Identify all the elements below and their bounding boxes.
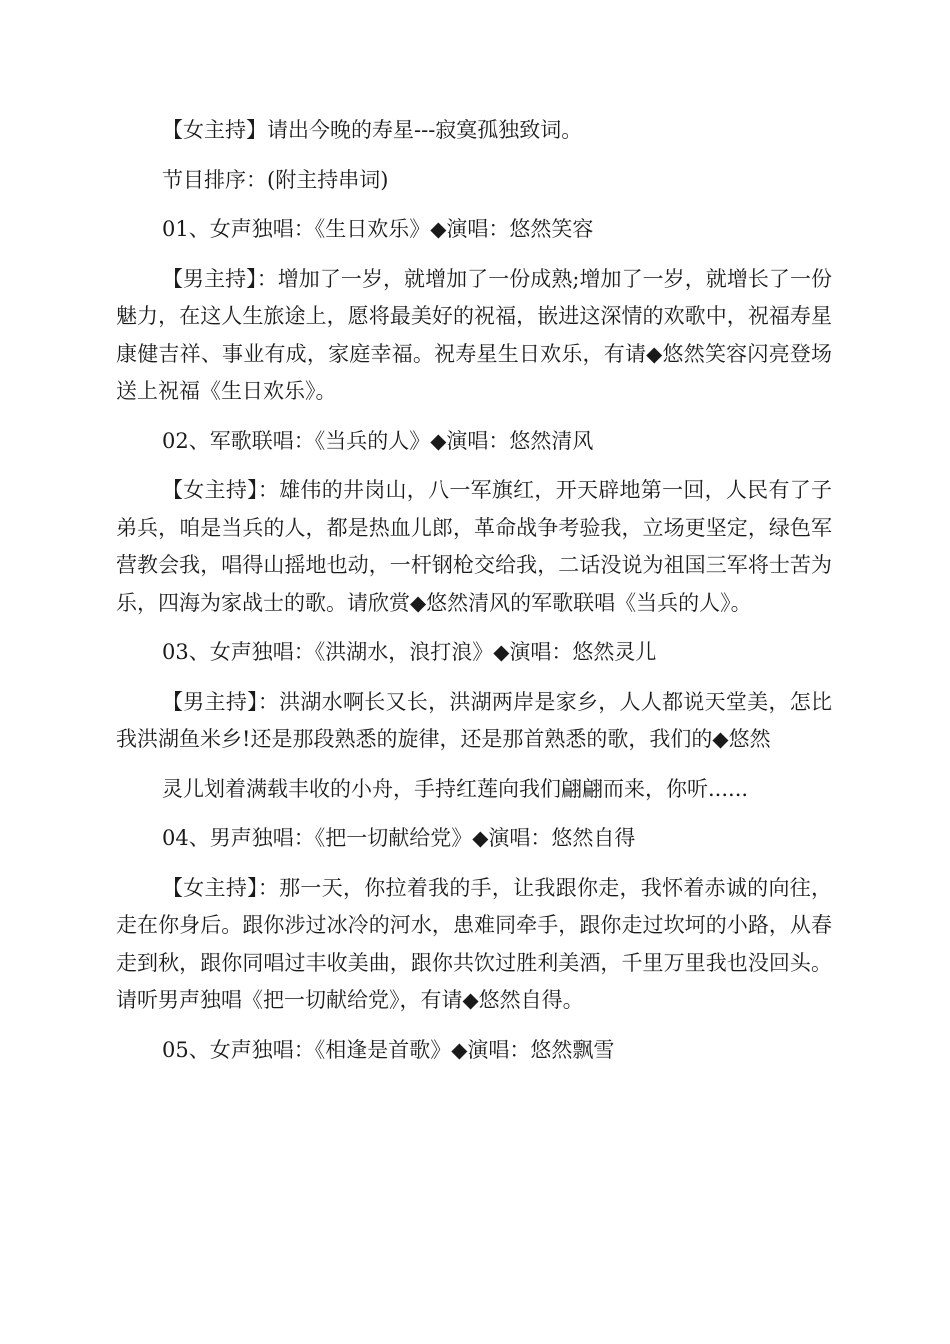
program-item-03: 03、女声独唱：《洪湖水，浪打浪》◆演唱：悠然灵儿	[162, 640, 657, 664]
host-intro-paragraph: 【女主持】请出今晚的寿星---寂寞孤独致词。	[162, 118, 583, 142]
host-script-02: 【女主持】：雄伟的井岗山，八一军旗红，开天辟地第一回，人民有了子弟兵，咱是当兵的人，都是热血儿郎，革命战争考验我，立场更坚定，绿色军营教会我，唱得山摇地也动，一杆钢枪交给我，二话没说为祖国三军将士苦为乐，四海为家战士的歌。请欣赏◆悠然清风的军歌联唱《当兵的人》。	[116, 478, 832, 615]
host-script-04: 【女主持】：那一天，你拉着我的手，让我跟你走，我怀着赤诚的向往，走在你身后。跟你涉过冰冷的河水，患难同牵手，跟你走过坎坷的小路，从春走到秋，跟你同唱过丰收美曲，跟你共饮过胜利美酒，千里万里我也没回头。请听男声独唱《把一切献给党》，有请◆悠然自得。	[116, 875, 832, 1012]
program-item-02: 02、军歌联唱：《当兵的人》◆演唱：悠然清风	[162, 428, 594, 453]
host-script-03: 【男主持】：洪湖水啊长又长，洪湖两岸是家乡，人人都说天堂美，怎比我洪湖鱼米乡!还是那段熟悉的旋律，还是那首熟悉的歌，我们的◆悠然	[116, 689, 832, 751]
program-item-05: 05、女声独唱：《相逢是首歌》◆演唱：悠然飘雪	[162, 1037, 615, 1062]
host-script-03-continued: 灵儿划着满载丰收的小舟，手持红莲向我们翩翩而来，你听......	[162, 776, 749, 801]
document-body	[116, 112, 832, 1081]
program-item-01: 01、女声独唱：《生日欢乐》◆演唱：悠然笑容	[162, 217, 594, 241]
program-item-04: 04、男声独唱：《把一切献给党》◆演唱：悠然自得	[162, 826, 636, 850]
program-order-heading: 节目排序：(附主持串词)	[162, 167, 389, 192]
host-script-01: 【男主持】：增加了一岁，就增加了一份成熟;增加了一岁，就增长了一份魅力，在这人生旅途上，愿将最美好的祝福，嵌进这深情的欢歌中，祝福寿星康健吉祥、事业有成，家庭幸福。祝寿星生日欢乐，有请◆悠然笑容闪亮登场送上祝福《生日欢乐》。	[116, 266, 832, 403]
